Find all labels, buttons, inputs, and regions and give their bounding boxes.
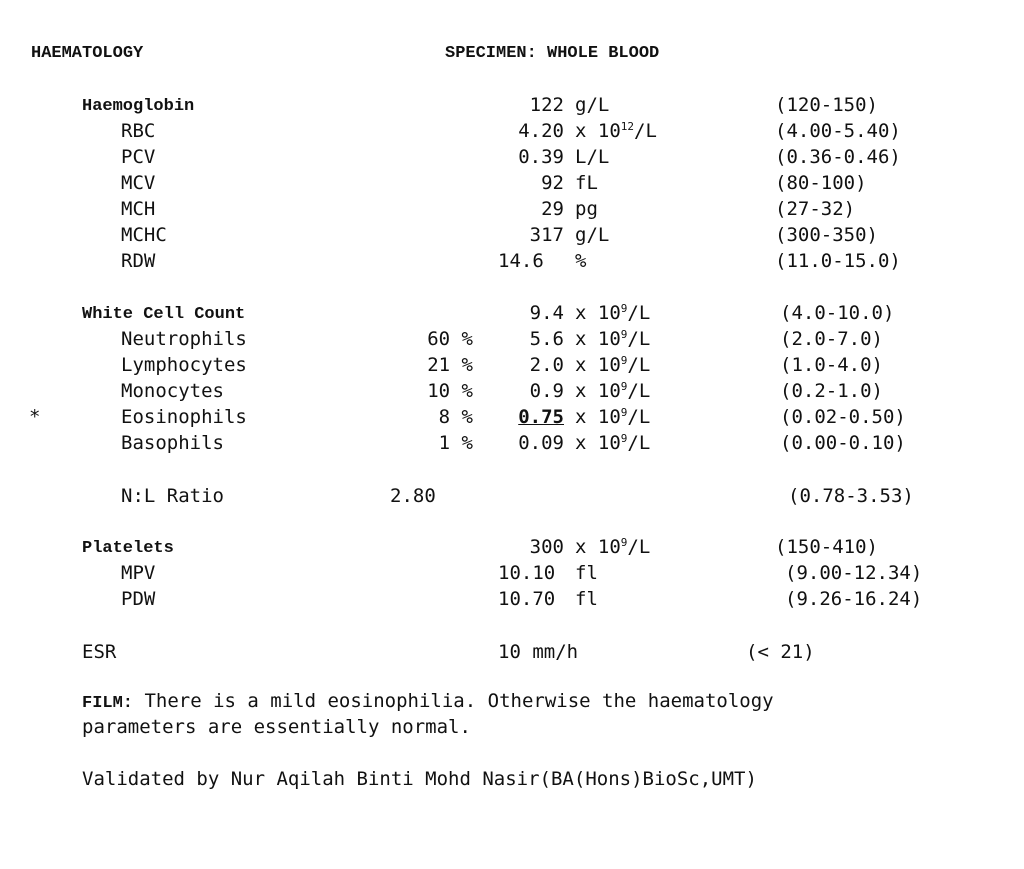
lymphocytes-label: Lymphocytes [121,354,247,376]
mch-unit: pg [575,198,598,220]
nl-ratio-label: N:L Ratio [121,485,224,507]
eosinophils-label: Eosinophils [121,406,247,428]
esr-value: 10 mm/h [498,641,579,663]
mchc-value: 317 [529,224,564,246]
rbc-range: (4.00-5.40) [775,120,901,142]
mch-label: MCH [121,198,156,220]
wcc-label: White Cell Count [82,305,246,324]
wcc-unit: x $10^9/L$ [575,302,651,324]
monocytes-pct: 10 % [427,380,473,402]
rdw-unit: % [575,250,587,272]
specimen-label: SPECIMEN: WHOLE BLOOD [445,44,660,63]
pcv-label: PCV [121,146,156,168]
neutrophils-unit: x $10^9/L$ [575,328,651,350]
lymphocytes-unit: x $10^9/L$ [575,354,651,376]
pcv-range: (0.36-0.46) [775,146,901,168]
wcc-value: 9.4 [529,302,564,324]
haemoglobin-range: (120-150) [775,94,878,116]
section-title: HAEMATOLOGY [31,44,144,63]
film-label: FILM: [82,694,134,713]
rbc-label: RBC [121,120,156,142]
mchc-label: MCHC [121,224,167,246]
eosinophils-value: 0.75 [518,406,564,428]
validation-note: Validated by Nur Aqilah Binti Mohd Nasir(BA(Hons)BioSc,UMT) [82,768,757,790]
platelets-unit: x $10^9/L$ [575,536,651,558]
haemoglobin-value: 122 [529,94,564,116]
pdw-unit: fl [575,588,598,610]
pcv-value: 0.39 [518,146,564,168]
monocytes-label: Monocytes [121,380,224,402]
mpv-value: 10.10 [498,562,556,584]
pdw-value: 10.70 [498,588,556,610]
neutrophils-label: Neutrophils [121,328,247,350]
mch-value: 29 [541,198,564,220]
platelets-value: 300 [529,536,564,558]
mch-range: (27-32) [775,198,856,220]
pdw-range: (9.26-16.24) [785,588,923,610]
platelets-label: Platelets [82,539,174,558]
lymphocytes-range: (1.0-4.0) [780,354,883,376]
mpv-unit: fl [575,562,598,584]
film-comment-line2: parameters are essentially normal. [82,716,471,738]
neutrophils-value: 5.6 [529,328,564,350]
nl-ratio-value: 2.80 [390,485,436,507]
nl-ratio-range: (0.78-3.53) [788,485,914,507]
lymphocytes-pct: 21 % [427,354,473,376]
pdw-label: PDW [121,588,156,610]
mpv-label: MPV [121,562,156,584]
eosinophils-range: (0.02-0.50) [780,406,906,428]
film-comment: FILM: There is a mild eosinophilia. Otherwise the haematology [82,690,774,713]
monocytes-unit: x $10^9/L$ [575,380,651,402]
basophils-range: (0.00-0.10) [780,432,906,454]
lymphocytes-value: 2.0 [529,354,564,376]
rdw-range: (11.0-15.0) [775,250,901,272]
rbc-unit: x $10^{12}/L$ [575,120,657,142]
haemoglobin-unit: g/L [575,94,610,116]
mcv-range: (80-100) [775,172,867,194]
basophils-value: 0.09 [518,432,564,454]
mchc-unit: g/L [575,224,610,246]
mcv-unit: fL [575,172,598,194]
neutrophils-pct: 60 % [427,328,473,350]
neutrophils-range: (2.0-7.0) [780,328,883,350]
rdw-value: 14.6 [498,250,544,272]
mchc-range: (300-350) [775,224,878,246]
basophils-unit: x $10^9/L$ [575,432,651,454]
mpv-range: (9.00-12.34) [785,562,923,584]
pcv-unit: L/L [575,146,610,168]
eosinophils-pct: 8 % [438,406,473,428]
abnormal-flag: * [29,406,41,428]
wcc-range: (4.0-10.0) [780,302,895,324]
mcv-label: MCV [121,172,156,194]
monocytes-range: (0.2-1.0) [780,380,883,402]
platelets-range: (150-410) [775,536,878,558]
rbc-value: 4.20 [518,120,564,142]
eosinophils-unit: x $10^9/L$ [575,406,651,428]
esr-label: ESR [82,641,117,663]
haemoglobin-label: Haemoglobin [82,97,195,116]
rdw-label: RDW [121,250,156,272]
basophils-label: Basophils [121,432,224,454]
mcv-value: 92 [541,172,564,194]
monocytes-value: 0.9 [529,380,564,402]
esr-range: (< 21) [746,641,815,663]
basophils-pct: 1 % [438,432,473,454]
